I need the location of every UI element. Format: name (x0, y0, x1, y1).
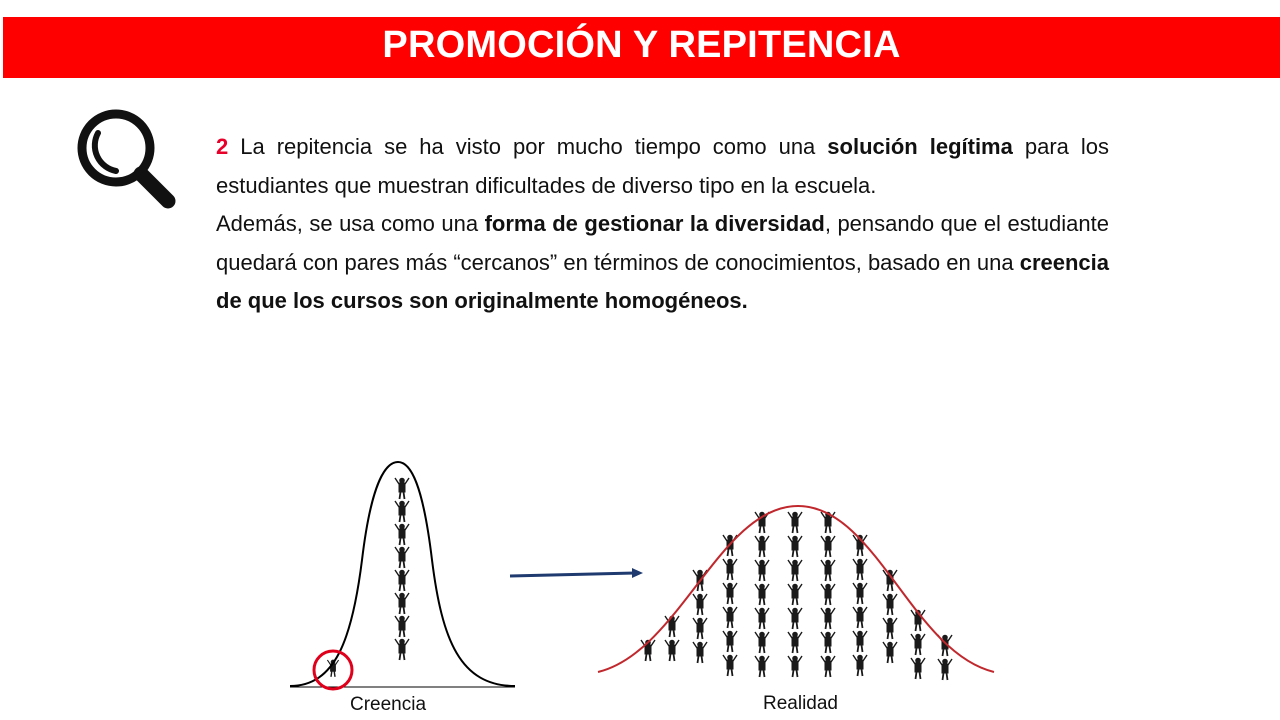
body-text (216, 128, 1109, 321)
person-figure (788, 656, 802, 677)
person-figure (395, 501, 409, 522)
person-figure (723, 607, 737, 628)
paragraph-diversidad (216, 205, 1109, 321)
person-figure (853, 655, 867, 676)
person-figure (911, 610, 925, 631)
caption-creencia: Creencia (350, 694, 427, 715)
person-figure (821, 632, 835, 653)
person-figure (911, 634, 925, 655)
person-figure (395, 524, 409, 545)
person-figure (755, 512, 769, 533)
person-figure (883, 618, 897, 639)
person-figure (821, 608, 835, 629)
text-span: para los estudiantes que muestran dificultades de diverso tipo en la escuela. (216, 134, 1109, 198)
magnifier-icon (72, 105, 178, 211)
person-figure (911, 658, 925, 679)
person-figure (395, 593, 409, 614)
text-span: , pensando que el estudiante quedará con pares más “cercanos” en términos de conocimientos, basado en una (216, 211, 1109, 275)
wide-bell-curve (598, 506, 994, 672)
person-figure (755, 608, 769, 629)
arrow-line (510, 573, 635, 576)
person-figure (938, 659, 952, 680)
person-figure (821, 512, 835, 533)
stacked-people-right (641, 512, 952, 680)
person-figure (327, 660, 338, 677)
person-figure (693, 594, 707, 615)
person-figure (821, 536, 835, 557)
person-figure (883, 570, 897, 591)
title-banner (3, 17, 1280, 78)
person-figure (755, 584, 769, 605)
narrow-bell-curve (290, 462, 515, 686)
person-figure (788, 560, 802, 581)
person-figure (693, 642, 707, 663)
bold-text: solución legítima (827, 134, 1013, 159)
item-number: 2 (216, 134, 229, 159)
person-figure (821, 560, 835, 581)
person-figure (723, 559, 737, 580)
person-figure (395, 616, 409, 637)
page-title: PROMOCIÓN Y REPITENCIA (382, 24, 901, 66)
bold-text: forma de gestionar la diversidad (484, 211, 825, 236)
person-figure (755, 632, 769, 653)
person-figure (821, 584, 835, 605)
person-figure (723, 535, 737, 556)
person-figure (853, 607, 867, 628)
highlight-circle (314, 651, 352, 689)
person-figure (641, 640, 655, 661)
person-figure (693, 570, 707, 591)
person-figure (788, 512, 802, 533)
person-figure (755, 536, 769, 557)
person-figure (693, 618, 707, 639)
person-figure (938, 635, 952, 656)
person-figure (788, 608, 802, 629)
person-figure (883, 642, 897, 663)
person-figure (883, 594, 897, 615)
person-figure (665, 616, 679, 637)
person-figure (395, 547, 409, 568)
caption-realidad: Realidad (763, 693, 838, 714)
person-figure (821, 656, 835, 677)
person-figure (723, 655, 737, 676)
person-figure (788, 584, 802, 605)
person-figure (395, 570, 409, 591)
person-figure (853, 631, 867, 652)
person-figure (853, 535, 867, 556)
person-figure (395, 639, 409, 660)
person-figure (853, 559, 867, 580)
stacked-people-left (327, 478, 409, 677)
person-figure (853, 583, 867, 604)
person-figure (723, 631, 737, 652)
person-figure (755, 560, 769, 581)
text-span: Además, se usa como una (216, 211, 485, 236)
person-figure (665, 640, 679, 661)
person-figure (788, 632, 802, 653)
person-figure (788, 536, 802, 557)
text-span: La repitencia se ha visto por mucho tiempo como una (228, 134, 828, 159)
bold-text: creencia de que los cursos son originalmente homogéneos. (216, 249, 1109, 313)
person-figure (755, 656, 769, 677)
arrow-head (632, 568, 643, 578)
paragraph-repitencia (216, 128, 1109, 205)
person-figure (395, 478, 409, 499)
person-figure (723, 583, 737, 604)
